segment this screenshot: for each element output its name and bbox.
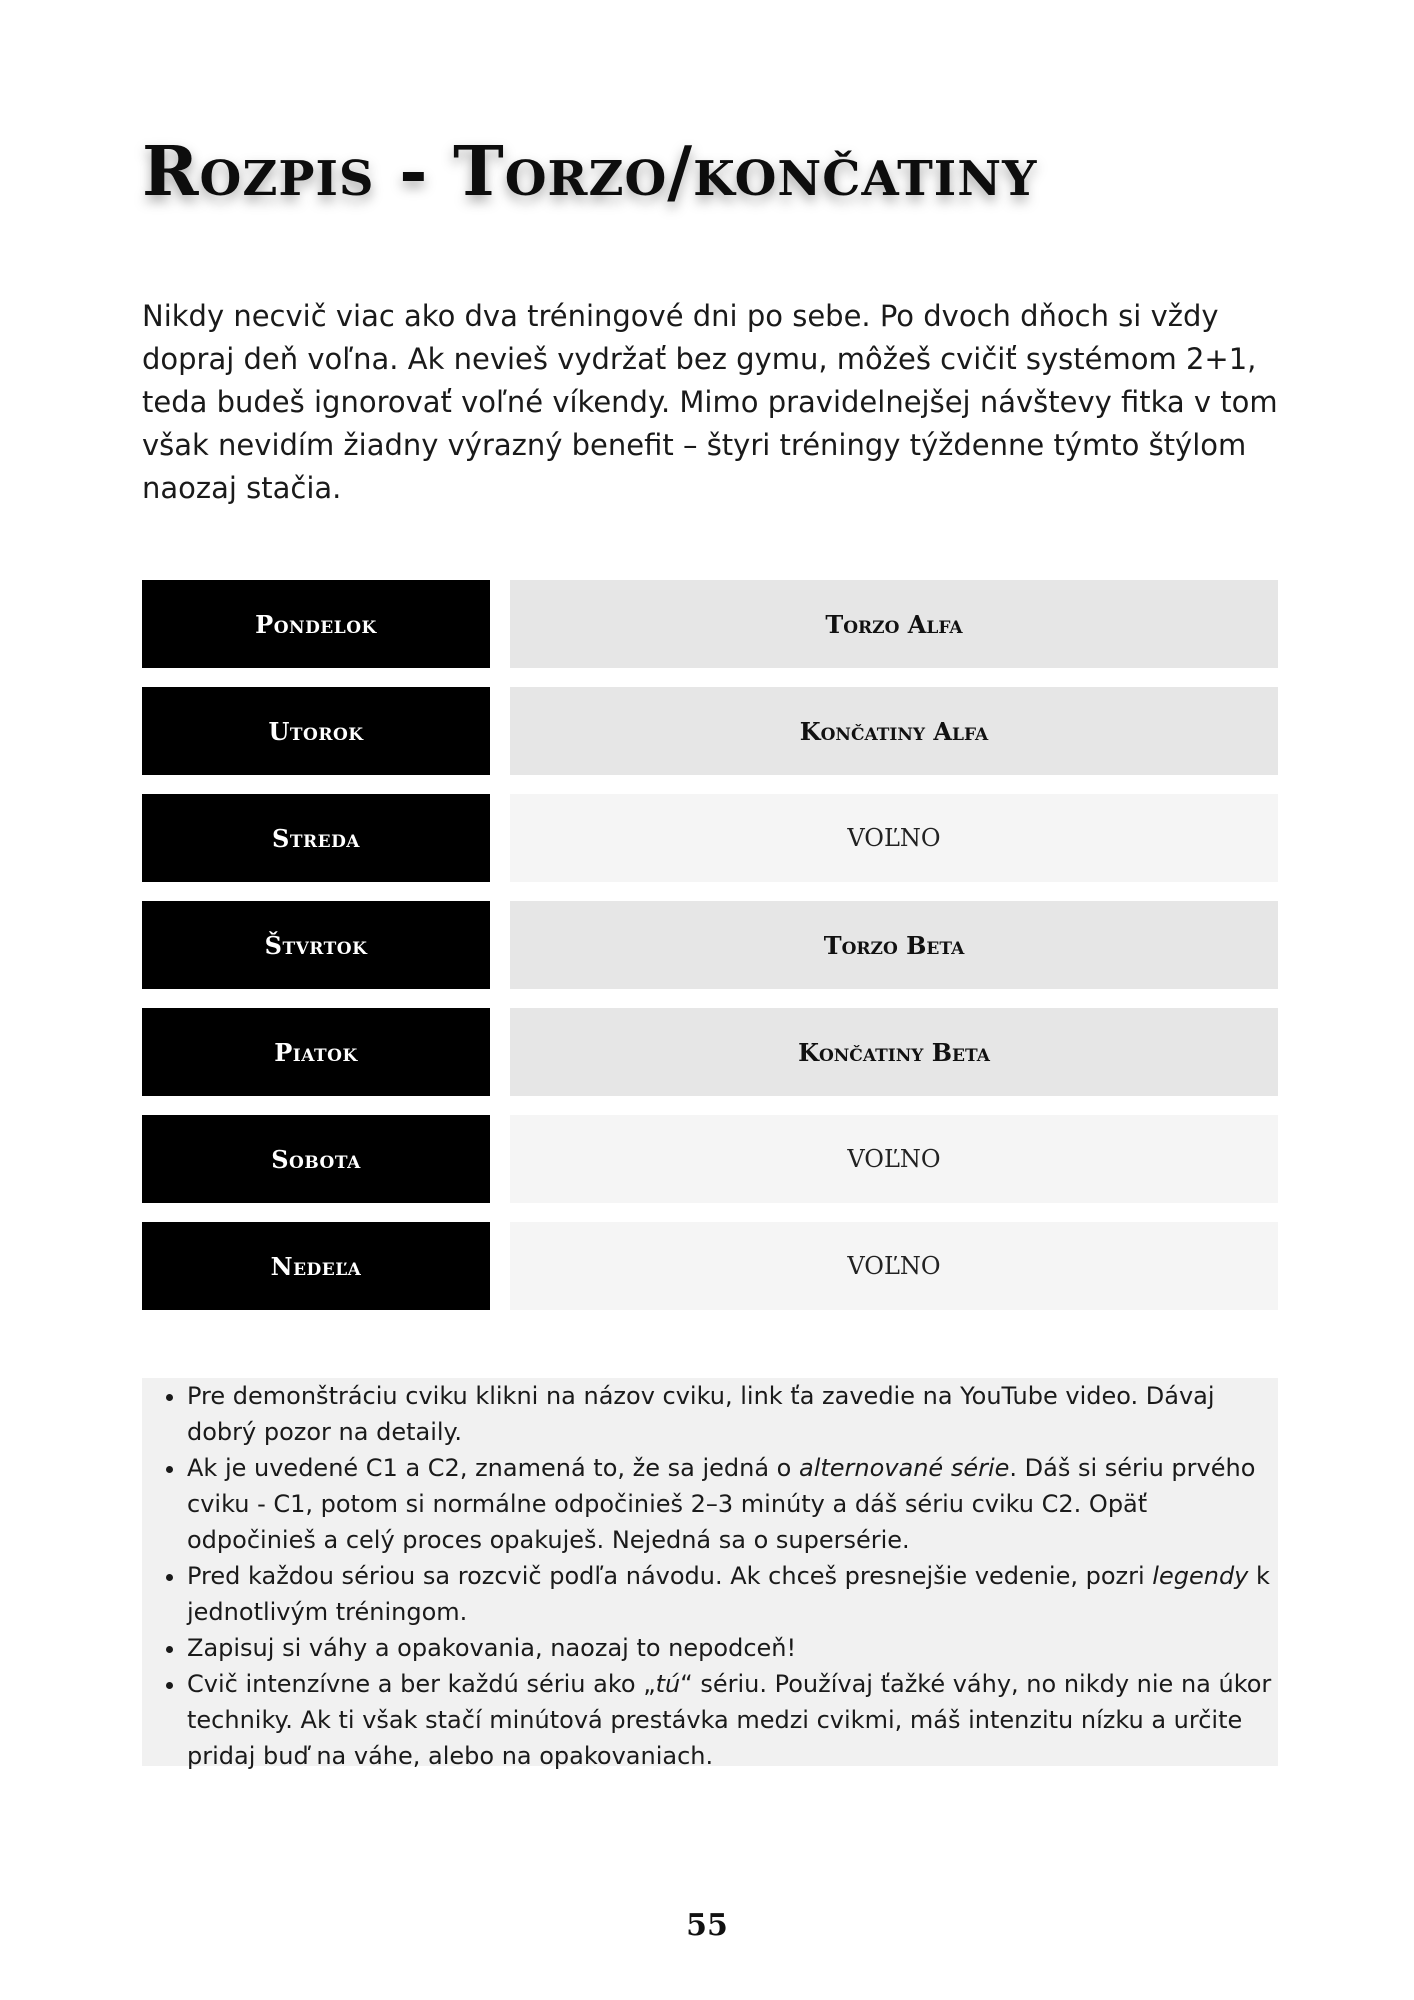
day-label: Pondelok [142,580,490,668]
note-item [187,1630,1278,1666]
workout-label: Torzo Beta [510,901,1278,989]
day-label: Streda [142,794,490,882]
workout-label: Končatiny Alfa [510,687,1278,775]
intro-paragraph: Nikdy necvič viac ako dva tréningové dni po sebe. Po dvoch dňoch si vždy dopraj deň voľna. Ak nevieš vydržať bez gymu, môžeš cvičiť systémom 2+1, teda budeš ignorovať voľné víkendy. Mimo pravidelnejšej návštevy fitka v tom však nevidím žiadny výrazný benefit – štyri tréningy týždenne týmto štýlom naozaj stačia. [142,299,1278,505]
schedule-row-saturday [142,1115,1278,1203]
day-label: Sobota [142,1115,490,1203]
schedule-row-thursday [142,901,1278,989]
rest-label: VOĽNO [510,1222,1278,1310]
note-emphasis: legendy [1152,1562,1249,1590]
note-emphasis: tú [655,1670,681,1698]
rest-label: VOĽNO [510,1115,1278,1203]
notes-list [142,1378,1278,1774]
note-text: Pred každou sériou sa rozcvič podľa návodu. Ak chceš presnejšie vedenie, pozri [187,1562,1153,1590]
note-text: Ak je uvedené C1 a C2, znamená to, že sa jedná o [187,1454,799,1482]
page-title: Rozpis - Torzo/končatiny [142,132,1038,212]
note-text: Pre demonštráciu cviku klikni na názov cviku, link ťa zavedie na YouTube video. Dávaj dobrý pozor na detaily. [187,1382,1215,1446]
weekly-schedule [142,580,1278,1329]
day-label: Piatok [142,1008,490,1096]
rest-label: VOĽNO [510,794,1278,882]
schedule-row-wednesday [142,794,1278,882]
workout-label: Torzo Alfa [510,580,1278,668]
notes-box [142,1378,1278,1770]
note-text: Zapisuj si váhy a opakovania, naozaj to nepodceň! [187,1634,797,1662]
page-number: 55 [686,1908,728,1943]
note-emphasis: alternované série [799,1454,1010,1482]
schedule-row-sunday [142,1222,1278,1310]
note-item [187,1558,1278,1630]
note-text: . Dáš si sériu prvého cviku - C1, potom si normálne odpočinieš 2–3 minúty a dáš sériu cviku C2. Opäť odpočinieš a celý proces opakuješ. Nejedná sa o supersérie. [187,1454,1256,1554]
day-label: Štvrtok [142,901,490,989]
day-label: Nedeľa [142,1222,490,1310]
note-text: “ sériu. Používaj ťažké váhy, no nikdy nie na úkor techniky. Ak ti však stačí minútová prestávka medzi cvikmi, máš intenzitu nízku a určite pridaj buď na váhe, alebo na opakovaniach. [187,1670,1272,1770]
schedule-row-tuesday [142,687,1278,775]
workout-label: Končatiny Beta [510,1008,1278,1096]
note-item [187,1378,1278,1450]
note-text: Cvič intenzívne a ber každú sériu ako „ [187,1670,656,1698]
day-label: Utorok [142,687,490,775]
schedule-row-friday [142,1008,1278,1096]
note-item [187,1666,1278,1774]
schedule-row-monday [142,580,1278,668]
note-item [187,1450,1278,1558]
note-text: k jednotlivým tréningom. [187,1562,1270,1626]
